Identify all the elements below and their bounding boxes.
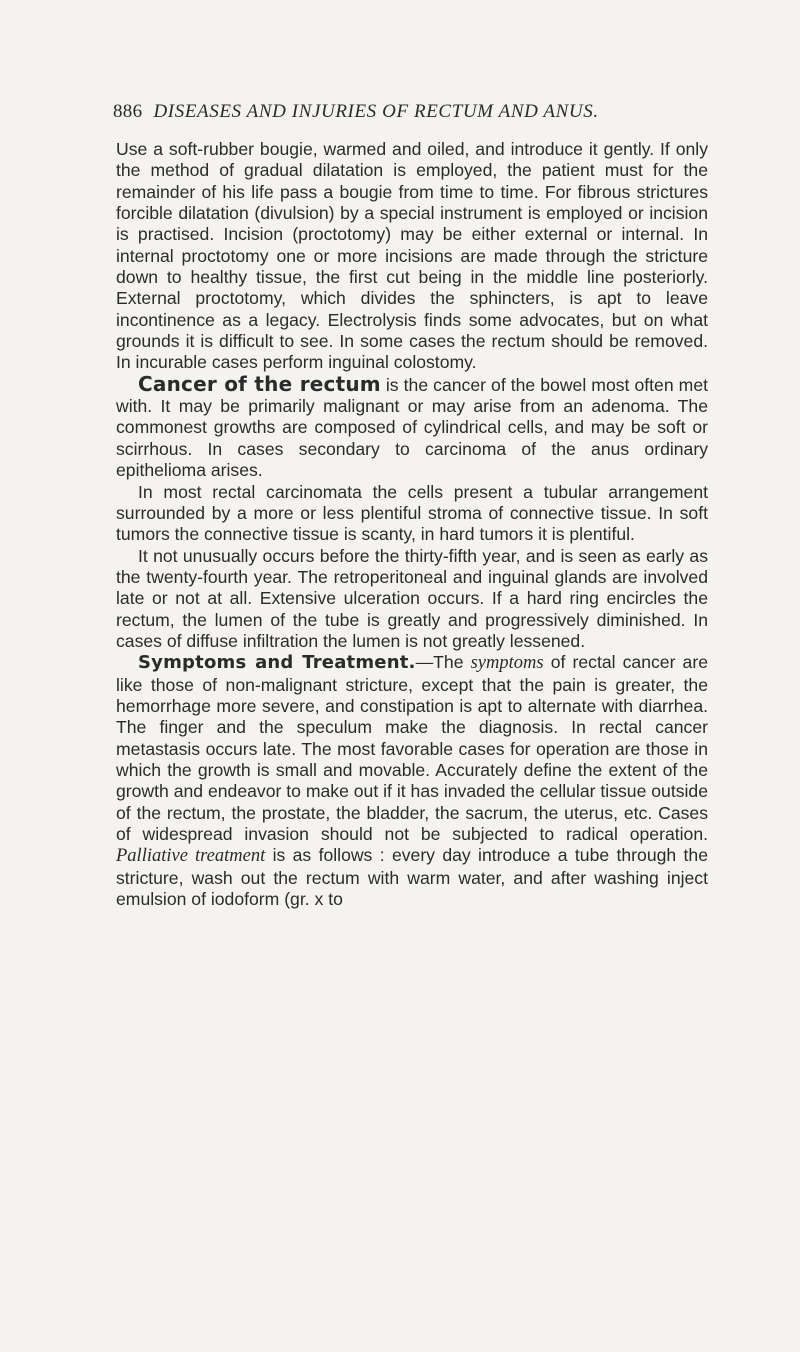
paragraph-text: is as follows : every day introduce a tube through the stricture, wash out the rectum with warm water, and after washing inject emulsion of iodoform (gr. x to	[116, 845, 708, 910]
paragraph-symptoms-and-treatment	[116, 652, 708, 910]
paragraph-text: It not unusually occurs before the thirty-fifth year, and is seen as early as the twenty-fourth year. The retroperitoneal and inguinal glands are involved late or not at all. Extensive ulceration occurs. If a hard ring encircles the rectum, the lumen of the tube is greatly and progressively diminished. In cases of diffuse infiltration the lumen is not greatly lessened.	[116, 545, 708, 651]
paragraph-text: —The	[415, 652, 471, 673]
section-heading-symptoms-and-treatment: Symptoms and Treatment.	[138, 652, 416, 674]
page-number: 886	[113, 101, 143, 122]
paragraph-text: is the cancer of the bowel most often met with. It may be primarily malignant or may arise from an adenoma. The commonest growths are composed of cylindrical cells, and may be soft or scirrhous. In cases secondary to carcinoma of the anus ordinary epithelioma arises.	[116, 374, 708, 481]
paragraph-cancer-of-rectum	[116, 371, 708, 482]
section-heading-cancer-of-rectum: Cancer of the rectum	[138, 371, 381, 396]
paragraph-histology	[116, 482, 708, 546]
paragraph-text: Use a soft-rubber bougie, warmed and oiled, and introduce it gently. If only the method of gradual dilatation is employed, the patient must for the remainder of his life pass a bougie from time to time. For fibrous strictures forcible dilatation (divulsion) by a special instrument is employed or incision is practised. Incision (proctotomy) may be either external or internal. In internal proctotomy one or more incisions are made through the stricture down to healthy tissue, the first cut being in the middle line posteriorly. External proctotomy, which divides the sphincters, is apt to leave incontinence as a legacy. Electrolysis finds some advocates, but on what grounds it is difficult to see. In some cases the rectum should be removed. In incurable cases perform inguinal colostomy.	[116, 139, 708, 373]
paragraph-text: of rectal cancer are like those of non-malignant stricture, except that the pain is greater, the hemorrhage more severe, and constipation is apt to alternate with diarrhea. The finger and the speculum make the diagnosis. In rectal cancer metastasis occurs late. The most favorable cases for operation are those in which the growth is small and movable. Accurately define the extent of the growth and endeavor to make out if it has invaded the cellular tissue outside of the rectum, the prostate, the bladder, the sacrum, the uterus, etc. Cases of widespread invasion should not be subjected to radical operation.	[116, 652, 708, 844]
paragraph-text: In most rectal carcinomata the cells present a tubular arrangement surrounded by a more or less plentiful stroma of connective tissue. In soft tumors the connective tissue is scanty, in hard tumors it is plentiful.	[116, 481, 708, 545]
italic-term-symptoms: symptoms	[470, 653, 544, 674]
paragraph-age-and-spread	[116, 546, 708, 653]
paragraph-stricture-treatment	[116, 139, 708, 374]
running-title: DISEASES AND INJURIES OF RECTUM AND ANUS.	[153, 101, 599, 122]
italic-term-palliative-treatment: Palliative treatment	[116, 846, 266, 867]
running-header	[113, 101, 599, 123]
body-text	[116, 139, 708, 910]
